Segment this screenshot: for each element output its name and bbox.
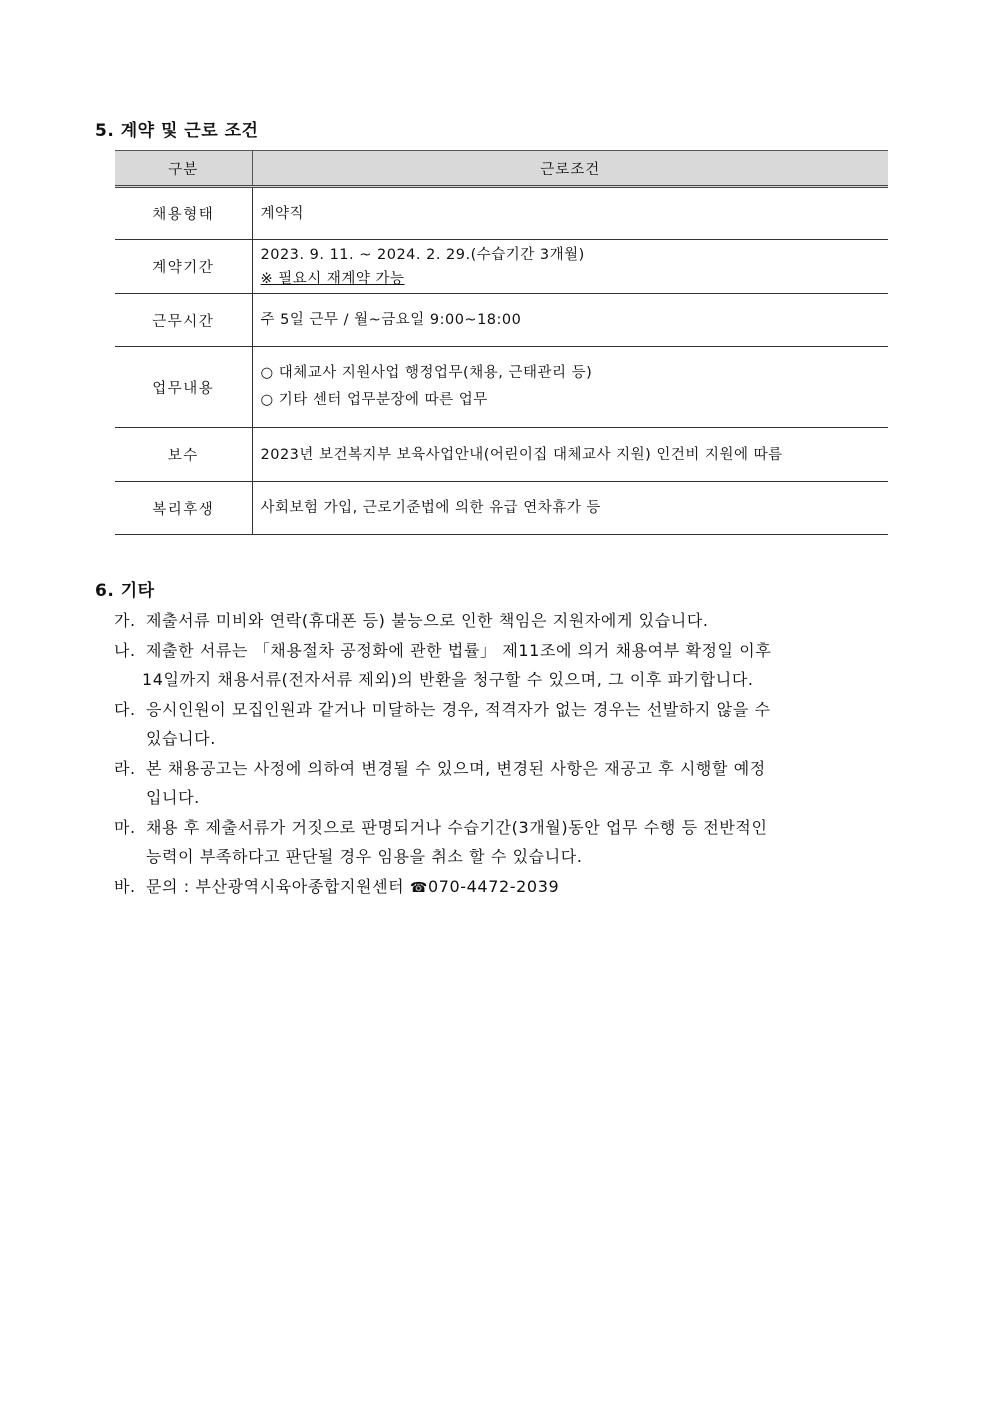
contact-line bbox=[146, 872, 904, 904]
row-value-line: ○ 기타 센터 업무분장에 따른 업무 bbox=[260, 392, 488, 408]
contact-item bbox=[114, 872, 904, 904]
header-conditions: 근로조건 bbox=[252, 151, 888, 187]
contact-text: 문의 : 부산광역시육아종합지원센터 bbox=[146, 876, 405, 896]
row-value-line: 2023년 보건복지부 보육사업안내(어린이집 대체교사 지원) 인건비 지원에 따름 bbox=[260, 446, 783, 463]
row-value-line: 주 5일 근무 / 월~금요일 9:00~18:00 bbox=[260, 312, 522, 328]
item-text: 본 채용공고는 사정에 의하여 변경될 수 있으며, 변경된 사항은 재공고 후 시행할 예정 bbox=[146, 758, 766, 778]
table-row-employment-type bbox=[115, 187, 888, 240]
row-value bbox=[252, 187, 888, 240]
other-notes-list bbox=[114, 606, 904, 903]
section-6-heading: 6. 기타 bbox=[95, 581, 155, 601]
row-label: 보수 bbox=[115, 428, 252, 482]
item-text: 능력이 부족하다고 판단될 경우 임용을 취소 할 수 있습니다. bbox=[146, 847, 583, 866]
item-text: 입니다. bbox=[146, 788, 200, 807]
item-text: 응시인원이 모집인원과 같거나 미달하는 경우, 적격자가 없는 경우는 선발하지 않을 수 bbox=[146, 699, 771, 719]
table-row-working-hours bbox=[115, 294, 888, 347]
section-5-heading: 5. 계약 및 근로 조건 bbox=[95, 121, 259, 141]
list-item bbox=[114, 695, 904, 754]
row-value-line: 계약직 bbox=[260, 205, 305, 222]
item-text: 제출서류 미비와 연락(휴대폰 등) 불능으로 인한 책임은 지원자에게 있습니다. bbox=[146, 611, 709, 630]
renewal-note: ※ 필요시 재계약 가능 bbox=[260, 270, 405, 287]
list-item bbox=[114, 606, 904, 636]
row-value bbox=[252, 240, 888, 294]
item-text: 채용 후 제출서류가 거짓으로 판명되거나 수습기간(3개월)동안 업무 수행 등 전반적인 bbox=[146, 817, 768, 837]
table-row-contract-period bbox=[115, 240, 888, 294]
item-marker: 다. bbox=[114, 699, 136, 719]
item-marker: 마. bbox=[114, 817, 136, 837]
item-text: 있습니다. bbox=[146, 729, 216, 748]
table-row-duties bbox=[115, 347, 888, 428]
row-label: 채용형태 bbox=[115, 187, 252, 240]
row-label: 계약기간 bbox=[115, 240, 252, 294]
row-label: 근무시간 bbox=[115, 294, 252, 347]
item-marker: 나. bbox=[114, 640, 136, 660]
list-item bbox=[114, 754, 904, 813]
header-category: 구분 bbox=[115, 151, 252, 187]
table-row-salary bbox=[115, 428, 888, 482]
row-label: 복리후생 bbox=[115, 482, 252, 535]
row-value-line: 사회보험 가입, 근로기준법에 의한 유급 연차휴가 등 bbox=[260, 500, 601, 516]
row-value bbox=[252, 347, 888, 428]
row-label: 업무내용 bbox=[115, 347, 252, 428]
work-conditions-table bbox=[115, 150, 888, 535]
table-header-row bbox=[115, 151, 888, 187]
contact-phone: 070-4472-2039 bbox=[427, 876, 560, 896]
table-row-benefits bbox=[115, 482, 888, 535]
item-marker: 바. bbox=[114, 876, 136, 896]
row-value bbox=[252, 482, 888, 535]
item-marker: 가. bbox=[114, 611, 136, 630]
list-item bbox=[114, 813, 904, 872]
list-item bbox=[114, 636, 904, 695]
row-value-line: ○ 대체교사 지원사업 행정업무(채용, 근태관리 등) bbox=[260, 365, 593, 381]
item-text: 제출한 서류는 「채용절차 공정화에 관한 법률」 제11조에 의거 채용여부 확정일 이후 bbox=[146, 640, 772, 660]
item-text: 14일까지 채용서류(전자서류 제외)의 반환을 청구할 수 있으며, 그 이후 파기합니다. bbox=[142, 670, 754, 689]
row-value bbox=[252, 428, 888, 482]
item-marker: 라. bbox=[114, 758, 136, 778]
telephone-icon: ☎ bbox=[409, 879, 428, 896]
row-value bbox=[252, 294, 888, 347]
row-value-line: 2023. 9. 11. ~ 2024. 2. 29.(수습기간 3개월) bbox=[260, 246, 585, 263]
